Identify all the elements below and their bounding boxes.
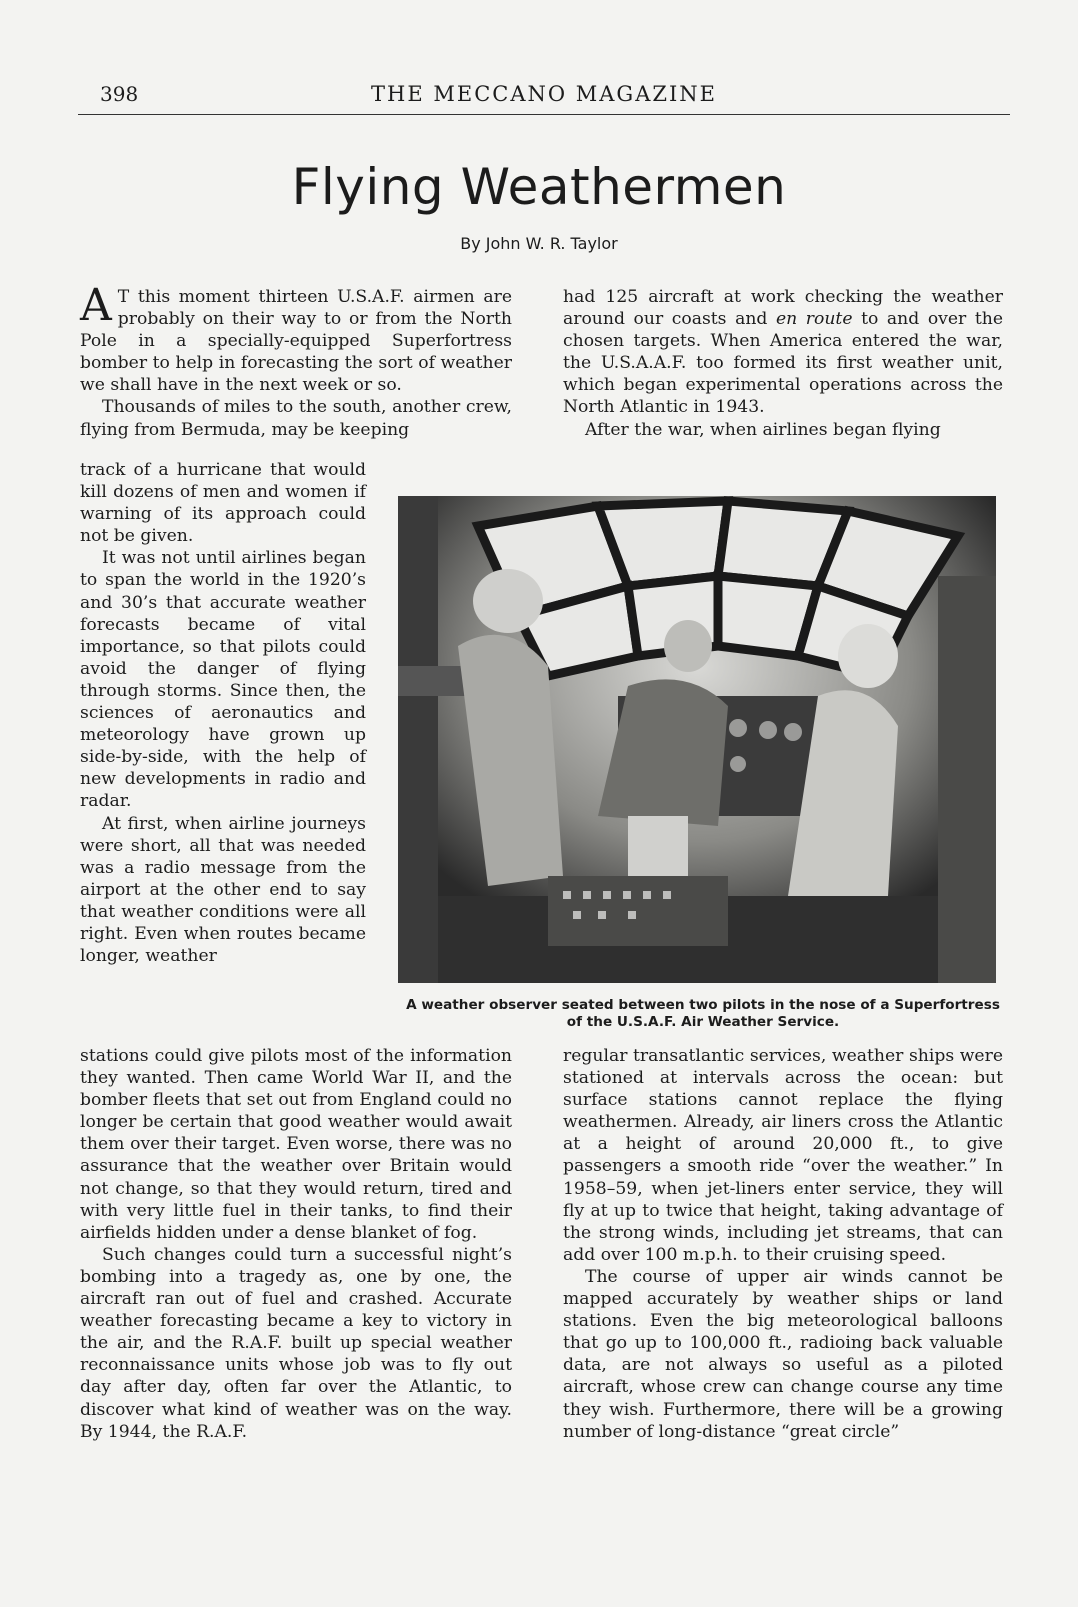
article-byline: By John W. R. Taylor: [460, 234, 618, 253]
page-number: 398: [100, 82, 139, 106]
photo-illustration: [398, 496, 996, 983]
paragraph: regular transatlantic services, weather ships were stationed at intervals across the ocean: but surface stations cannot replace the flying weathermen. Already, air liners cross the Atlantic at a height of around 20,000 ft., to give passengers a smooth ride “over the weather.” In 1958–59, when jet-liners enter service, they will fly at up to twice that height, taking advantage of the strong winds, including jet streams, that can add over 100 m.p.h. to their cruising speed.: [563, 1046, 1003, 1265]
paragraph: The course of upper air winds cannot be mapped accurately by weather ships or land stations. Even the big meteorological balloons that go up to 100,000 ft., radioing back valuable data, are not always so useful as a piloted aircraft, whose crew can change course any time they wish. Furthermore, there will be a growing number of long-distance “great circle”: [563, 1266, 1003, 1442]
running-header: [78, 78, 1010, 115]
italic-phrase: en route: [775, 309, 853, 330]
paragraph-text: T this moment thirteen U.S.A.F. airmen are probably on their way to or from the North Pole in a specially-equipped Superfortress bomber to help in forecasting the sort of weather we shall have in the next week or so.: [80, 287, 512, 396]
paragraph: stations could give pilots most of the information they wanted. Then came World War II, and the bomber fleets that set out from England could no longer be certain that good weather would await them over their target. Even worse, there was no assurance that the weather over Britain would not change, so that they would return, tired and with very little fuel in their tanks, to find their airfields hidden under a dense blanket of fog.: [80, 1046, 512, 1243]
article-title: Flying Weathermen: [291, 158, 787, 216]
paragraph: It was not until airlines began to span the world in the 1920’s and 30’s that accurate weather forecasts became of vital importance, so that pilots could avoid the danger of flying through storms. Since then, the sciences of aeronautics and meteorology have grown up side-by-side, with the help of new developments in radio and radar.: [80, 548, 366, 812]
magazine-title: THE MECCANO MAGAZINE: [371, 82, 717, 106]
paragraph-text: to and over the chosen targets. When America entered the war, the U.S.A.A.F. too formed its first weather unit, which began experimental operations across the North Atlantic in 1943.: [563, 309, 1003, 418]
paragraph: [80, 280, 512, 396]
paragraph-text: had 125 aircraft at work checking the weather around our coasts and: [563, 287, 1003, 330]
photo-caption: A weather observer seated between two pilots in the nose of a Superfortress of the U.S.A.F. Air Weather Service.: [406, 997, 1000, 1030]
paragraph: Such changes could turn a successful night’s bombing into a tragedy as, one by one, the aircraft ran out of fuel and crashed. Accurate weather forecasting became a key to victory in the air, and the R.A.F. built up special weather reconnaissance units whose job was to fly out day after day, often far over the Atlantic, to discover what kind of weather was on the way. By 1944, the R.A.F.: [80, 1244, 512, 1442]
column-2-top: [563, 286, 1003, 441]
column-1-narrow: [80, 459, 366, 967]
paragraph: Thousands of miles to the south, another crew, flying from Bermuda, may be keeping: [80, 397, 512, 440]
paragraph: track of a hurricane that would kill dozens of men and women if warning of its approach could not be given.: [80, 460, 366, 547]
paragraph: At first, when airline journeys were short, all that was needed was a radio message from the airport at the other end to say that weather conditions were all right. Even when routes became longer, weather: [80, 813, 366, 967]
paragraph: After the war, when airlines began flying: [585, 419, 941, 440]
drop-cap: A: [80, 280, 112, 331]
paragraph: [563, 286, 1003, 419]
column-2-bottom: [563, 1045, 1003, 1443]
superfortress-cockpit-photo: [398, 496, 996, 983]
column-1-bottom: [80, 1045, 512, 1443]
column-1-top: [80, 280, 512, 441]
